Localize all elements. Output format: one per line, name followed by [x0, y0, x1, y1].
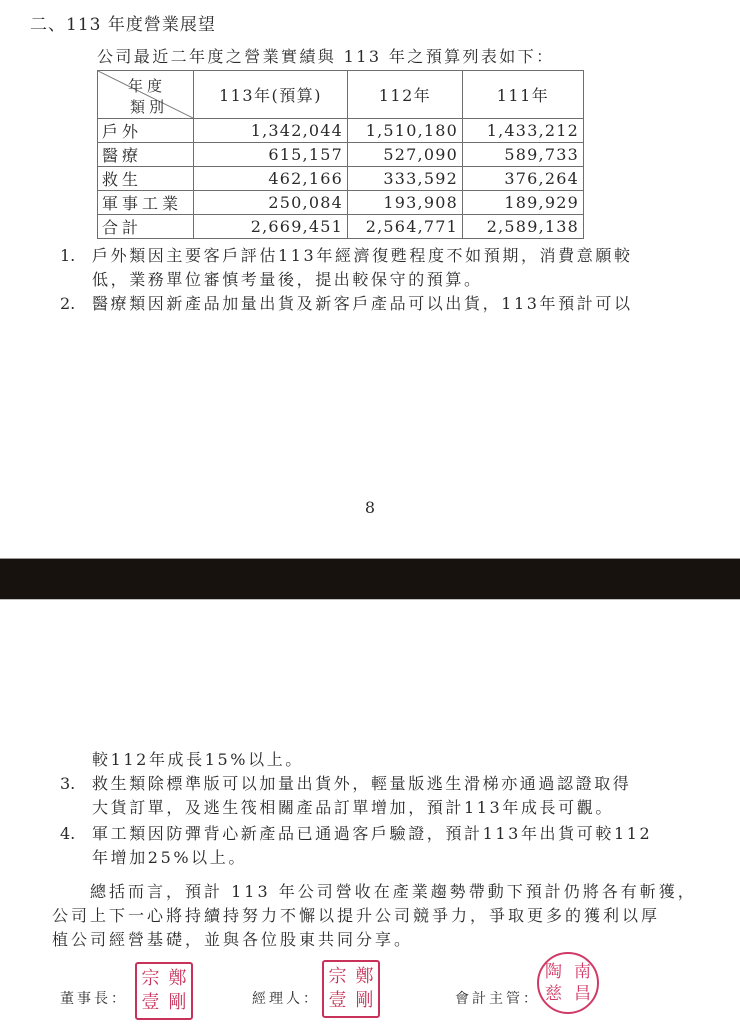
note-item-1	[60, 244, 633, 292]
row-category: 救生	[98, 167, 194, 191]
seal-char: 慈	[545, 984, 562, 1004]
table-row	[98, 143, 584, 167]
cell-value: 527,090	[348, 143, 463, 167]
cell-value: 193,908	[348, 191, 463, 215]
cell-value: 376,264	[463, 167, 584, 191]
cell-value: 2,589,138	[463, 215, 584, 239]
summary-line: 總括而言，預計 113 年公司營收在產業趨勢帶動下預計仍將各有斬獲，	[52, 882, 697, 901]
cell-value: 333,592	[348, 167, 463, 191]
note-line: 較112年成長15%以上。	[92, 750, 304, 769]
table-header-row	[98, 71, 584, 119]
note-item-4	[60, 822, 653, 870]
cell-value: 615,157	[194, 143, 348, 167]
cell-value: 1,433,212	[463, 119, 584, 143]
seal-char: 壹	[141, 992, 160, 1013]
seal-char: 鄭	[355, 966, 374, 987]
corner-header-cell	[98, 71, 194, 119]
revenue-table	[97, 70, 584, 239]
table-row	[98, 167, 584, 191]
row-category: 戶外	[98, 119, 194, 143]
table-total-row	[98, 215, 584, 239]
note-item-2-continued	[92, 748, 304, 772]
cell-value: 1,510,180	[348, 119, 463, 143]
chairman-label: 董事長：	[60, 991, 128, 1007]
note-line: 軍工類因防彈背心新產品已通過客戶驗證，預計113年出貨可較112	[92, 824, 653, 843]
section-title: 二、113 年度營業展望	[30, 15, 216, 35]
note-line: 低，業務單位審慎考量後，提出較保守的預算。	[92, 270, 483, 289]
cell-value: 2,669,451	[194, 215, 348, 239]
column-header-112: 112年	[348, 71, 463, 119]
summary-line: 植公司經營基礎，並與各位股東共同分享。	[52, 930, 414, 949]
column-header-111: 111年	[463, 71, 584, 119]
seal-char: 昌	[574, 984, 591, 1004]
cell-value: 1,342,044	[194, 119, 348, 143]
seal-char: 鄭	[168, 968, 187, 989]
cell-value: 250,084	[194, 191, 348, 215]
seal-char: 剛	[355, 990, 374, 1011]
note-number: 1.	[60, 246, 76, 265]
table-row	[98, 191, 584, 215]
summary-paragraph	[52, 880, 697, 952]
row-category: 合計	[98, 215, 194, 239]
summary-line: 公司上下一心將持續持努力不懈以提升公司競爭力，爭取更多的獲利以厚	[52, 906, 661, 925]
seal-char: 壹	[328, 990, 347, 1011]
column-header-113: 113年(預算)	[194, 71, 348, 119]
note-line: 戶外類因主要客戶評估113年經濟復甦程度不如預期，消費意願較	[92, 246, 633, 265]
note-item-3	[60, 772, 632, 820]
page-separator	[0, 558, 740, 600]
note-item-2	[60, 292, 633, 316]
chairman-seal	[135, 962, 193, 1020]
seal-char: 南	[574, 962, 591, 982]
accounting-supervisor-seal	[537, 952, 599, 1014]
cell-value: 462,166	[194, 167, 348, 191]
table-row	[98, 119, 584, 143]
note-number: 3.	[60, 774, 76, 793]
corner-year-label: 年度	[128, 77, 167, 95]
manager-seal	[322, 960, 380, 1018]
seal-char: 剛	[168, 992, 187, 1013]
row-category: 醫療	[98, 143, 194, 167]
cell-value: 589,733	[463, 143, 584, 167]
note-number: 2.	[60, 294, 76, 313]
note-line: 年增加25%以上。	[92, 848, 247, 867]
note-number: 4.	[60, 824, 76, 843]
note-line: 救生類除標準版可以加量出貨外，輕量版逃生滑梯亦通過認證取得	[92, 774, 632, 793]
corner-category-label: 類別	[130, 98, 169, 116]
seal-char: 陶	[545, 962, 562, 982]
cell-value: 2,564,771	[348, 215, 463, 239]
manager-label: 經理人：	[252, 991, 320, 1007]
row-category: 軍事工業	[98, 191, 194, 215]
note-line: 醫療類因新產品加量出貨及新客戶產品可以出貨，113年預計可以	[92, 294, 633, 313]
cell-value: 189,929	[463, 191, 584, 215]
seal-char: 宗	[141, 968, 160, 989]
seal-char: 宗	[328, 966, 347, 987]
note-line: 大貨訂單，及逃生筏相關產品訂單增加，預計113年成長可觀。	[92, 798, 614, 817]
table-intro-text: 公司最近二年度之營業實績與 113 年之預算列表如下：	[97, 47, 555, 66]
accounting-supervisor-label: 會計主管：	[455, 991, 540, 1007]
page-number: 8	[364, 498, 376, 517]
